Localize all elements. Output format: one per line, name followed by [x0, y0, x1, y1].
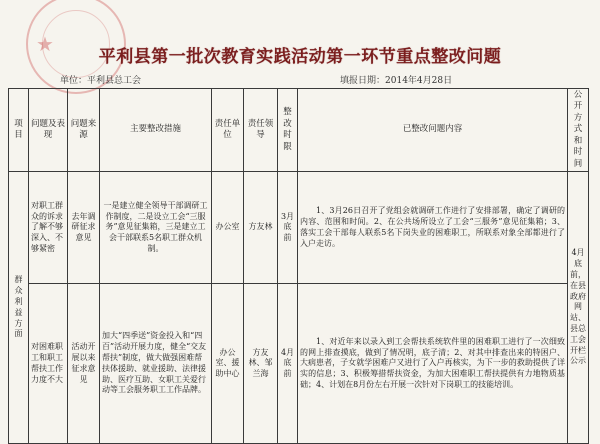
- header-cell: 公开方式和时间: [568, 89, 589, 172]
- issue-cell: 对困难职工和职工帮扶工作力度不大: [29, 284, 68, 444]
- source-cell: 活动开展以来征求意见: [68, 284, 100, 444]
- header-cell: 责任单位: [212, 89, 244, 172]
- header-cell: 已整改问题内容: [298, 89, 568, 172]
- header-cell: 整改时限: [278, 89, 298, 172]
- dept-cell: 办公室、援助中心: [212, 284, 244, 444]
- seal-star-icon: ★: [36, 32, 54, 56]
- header-row: [9, 89, 589, 172]
- issue-cell: 对职工群众的诉求了解不够深入、不够紧密: [29, 172, 68, 284]
- deadline-cell: 4月底前: [278, 284, 298, 444]
- table-row: [9, 284, 589, 444]
- disclosure-cell: 4月底前，在县政府网站、县总工会开栏公示: [568, 172, 589, 444]
- header-cell: 项目: [9, 89, 29, 172]
- header-cell: 问题及表现: [29, 89, 68, 172]
- measures-cell: 一是建立健全领导干部调研工作制度，二是设立工会“三服务”意见征集箱，三是建立工会干部联系5名职工群众机制。: [100, 172, 212, 284]
- unit-line: [60, 73, 141, 86]
- done-cell: [298, 172, 568, 284]
- dept-cell: 办公室: [212, 172, 244, 284]
- table-row: [9, 172, 589, 284]
- measures-cell: 加大“四季送”资金投入和“四百”活动开展力度，健全“交友帮扶”制度，做大做强困难帮扶体援助、就业援助、法律援助、医疗互助、女职工关爱行动等工会服务职工工作品牌。: [100, 284, 212, 444]
- header-cell: 问题来源: [68, 89, 100, 172]
- category-cell: 群众利益方面: [9, 172, 29, 444]
- leader-cell: 方友林、邹兰海: [244, 284, 278, 444]
- source-cell: 去年调研征求意见: [68, 172, 100, 284]
- unit-label: 单位：: [60, 76, 88, 86]
- date-line: [340, 73, 452, 86]
- leader-cell: 方友林: [244, 172, 278, 284]
- unit-value: 平利县总工会: [87, 76, 142, 86]
- rectification-table: [8, 88, 589, 444]
- page-title: 平利县第一批次教育实践活动第一环节重点整改问题: [98, 47, 502, 67]
- date-label: 填报日期：: [340, 76, 386, 86]
- done-cell: [298, 284, 568, 444]
- deadline-cell: 3月底前: [278, 172, 298, 284]
- header-cell: 主要整改措施: [100, 89, 212, 172]
- done-paragraph: 1、3月26日召开了党组会就调研工作进行了安排部署，确定了调研的内容、范围和时间。2、在公共场所设立了工会“三服务”意见征集箱；3、落实工会干部每人联系5名下岗失业的困难职工，所联系对象全部都进行了入户走访。: [300, 206, 565, 248]
- done-paragraph: 1、对近年来以录入到工会帮扶系统软件里的困难职工进行了一次细致的网上排查摸底，做到了情况明，底子清；2、对其中排查出来的特困户、大病患者，子女就学困难户又进行了入户再核实，为下一步的救助提供了详实的信息；3、积极筹措帮扶资金，为加大困难职工帮扶提供有力地物质基础；4、计划在8月份左右开展一次针对下岗职工的技能培训。: [300, 336, 565, 389]
- date-value: 2014年4月28日: [385, 76, 453, 86]
- header-cell: 责任领导: [244, 89, 278, 172]
